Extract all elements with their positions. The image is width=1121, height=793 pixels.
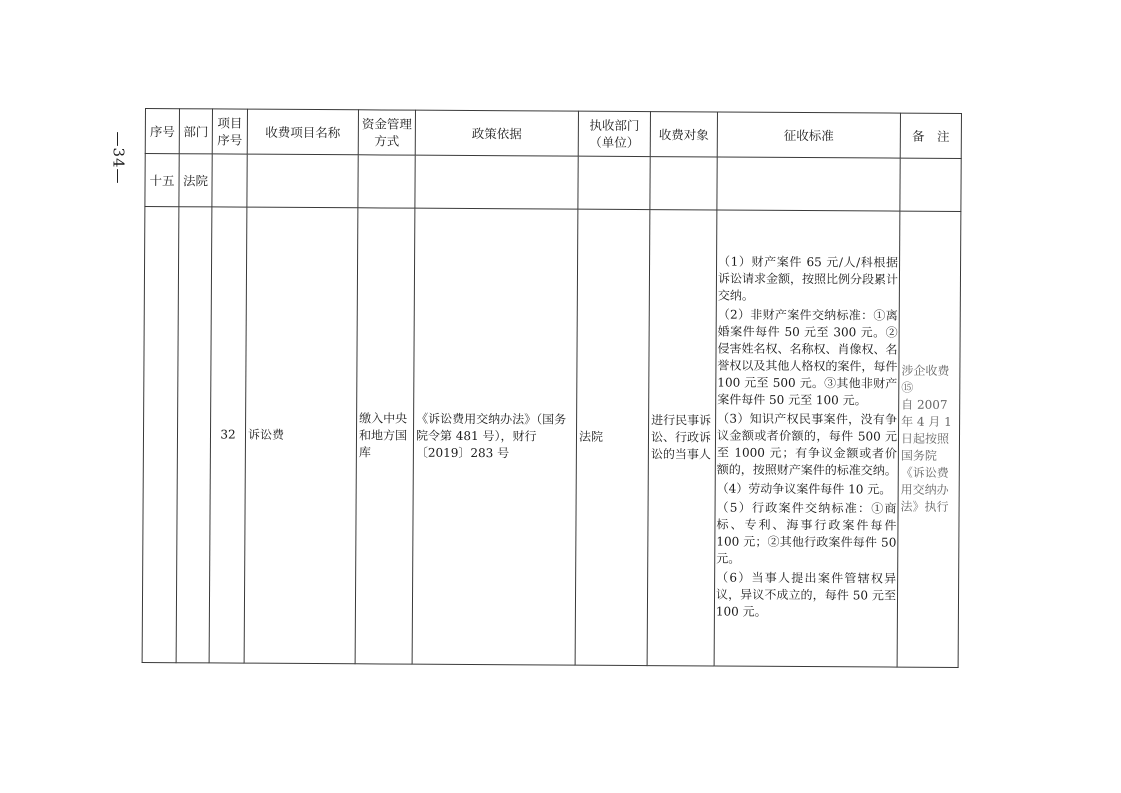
header-target: 收费对象 bbox=[650, 112, 717, 157]
empty-cell bbox=[415, 155, 578, 209]
item-seq: 32 bbox=[209, 207, 247, 663]
standard-item: （4）劳动争议案件每件 10 元。 bbox=[716, 481, 892, 497]
empty-cell bbox=[578, 156, 650, 209]
empty-cell bbox=[247, 154, 358, 208]
fee-standard bbox=[714, 210, 900, 667]
empty-cell bbox=[142, 207, 179, 663]
header-item-seq: 项目序号 bbox=[212, 109, 247, 154]
header-fund-mgmt: 资金管理方式 bbox=[358, 110, 415, 155]
fee-table-wrapper bbox=[142, 108, 962, 668]
standard-item: （5）行政案件交纳标准：①商标、专利、海事行政案件每件 100 元；②其他行政案件每件 50 元。 bbox=[716, 500, 897, 566]
header-seq: 序号 bbox=[145, 109, 179, 154]
empty-cell bbox=[717, 157, 900, 211]
table-row-dept bbox=[145, 154, 961, 212]
fund-mgmt: 缴入中央和地方国库 bbox=[355, 208, 415, 664]
fee-table bbox=[142, 108, 962, 668]
standard-item: （6）当事人提出案件管辖权异议，异议不成立的，每件 50 元至 100 元。 bbox=[715, 570, 897, 619]
policy-basis: 《诉讼费用交纳办法》（国务院令第 481 号），财行〔2019〕283 号 bbox=[412, 208, 578, 665]
empty-cell bbox=[650, 157, 717, 210]
header-dept: 部门 bbox=[179, 109, 212, 154]
remarks bbox=[897, 211, 961, 667]
standard-item: （3）知识产权民事案件，没有争议金额或者价额的，每件 500 元至 1000 元；有争议金额或者价额的，按照财产案件的标准交纳。 bbox=[716, 411, 898, 478]
table-header-row bbox=[145, 109, 961, 159]
fee-target: 进行民事诉讼、行政诉讼的当事人 bbox=[647, 210, 717, 666]
remarks-line: 涉企收费⑮ bbox=[901, 363, 950, 395]
header-remarks: 备 注 bbox=[900, 113, 961, 158]
header-policy: 政策依据 bbox=[415, 110, 578, 156]
item-name: 诉讼费 bbox=[244, 207, 358, 664]
empty-cell bbox=[900, 158, 961, 211]
page-number: —34— bbox=[110, 131, 128, 185]
remarks-line: 自 2007 年 4 月 1 日起按照国务院《诉讼费用交纳办法》执行 bbox=[900, 397, 952, 514]
empty-cell bbox=[176, 207, 212, 663]
standard-item: （2）非财产案件交纳标准：①离婚案件每件 50 元至 300 元。②侵害姓名权、名称权、肖像权、名誉权以及其他人格权的案件，每件 100 元至 500 元。③其他非财产案件每件 50 元至 100 元。 bbox=[717, 307, 898, 408]
dept-name: 法院 bbox=[179, 154, 212, 207]
dept-seq: 十五 bbox=[145, 154, 179, 207]
empty-cell bbox=[358, 155, 415, 208]
executor: 法院 bbox=[575, 209, 650, 665]
header-executor: 执收部门（单位） bbox=[578, 111, 650, 156]
standard-item: （1）财产案件 65 元/人/科根据诉讼请求金额，按照比例分段累计交纳。 bbox=[717, 254, 899, 303]
header-item-name: 收费项目名称 bbox=[247, 109, 358, 155]
header-standard: 征收标准 bbox=[717, 112, 900, 158]
table-row-item bbox=[142, 207, 961, 668]
empty-cell bbox=[212, 154, 247, 207]
